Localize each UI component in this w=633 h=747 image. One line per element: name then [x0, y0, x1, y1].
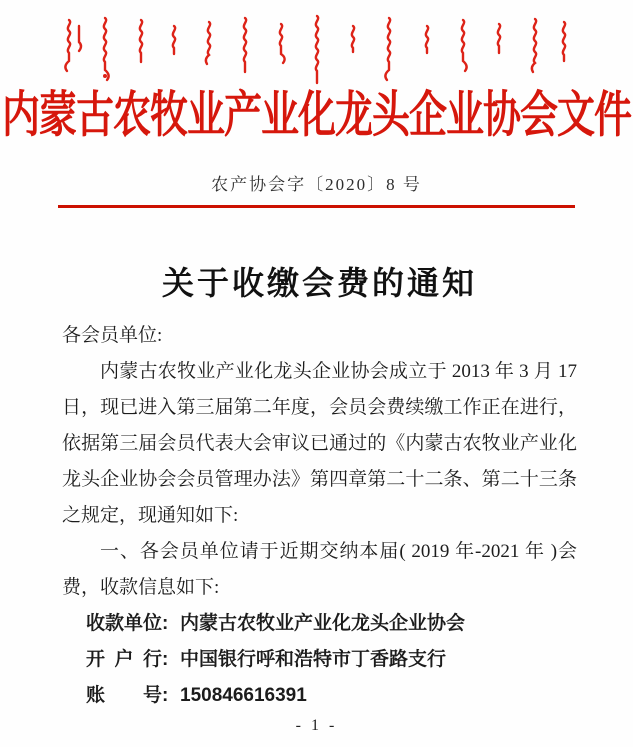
salutation: 各会员单位:	[62, 325, 163, 346]
payee-label: 收款单位:	[86, 613, 169, 634]
mongolian-vertical-script-icon	[59, 14, 574, 86]
document-number: 农产协会字〔2020〕8 号	[211, 175, 422, 194]
page-number: - 1 -	[295, 717, 338, 734]
account-value: 150846616391	[180, 685, 307, 706]
mongolian-script-banner	[59, 14, 574, 86]
notice-title: 关于收缴会费的通知	[161, 265, 477, 301]
paragraph-item-1: 一、各会员单位请于近期交纳本届( 2019 年-2021 年 )会费，收款信息如下:	[62, 541, 577, 598]
bank-line	[62, 642, 577, 678]
payee-line	[62, 606, 577, 642]
notice-text	[62, 318, 577, 714]
account-label: 账 号:	[86, 685, 169, 706]
letterhead	[0, 14, 633, 208]
account-line	[62, 678, 577, 714]
red-divider-line	[58, 205, 575, 208]
paragraph-intro: 内蒙古农牧业产业化龙头企业协会成立于 2013 年 3 月 17 日，现已进入第三届第二年度，会员会费续缴工作正在进行，依据第三届会员代表大会审议已通过的《内蒙古农牧业产业化龙头企业协会会员管理办法》第四章第二十二条、第二十三条之规定，现通知如下:	[62, 361, 577, 526]
document-body	[0, 258, 633, 714]
page-footer	[0, 717, 633, 735]
bank-value: 中国银行呼和浩特市丁香路支行	[180, 649, 447, 670]
payee-value: 内蒙古农牧业产业化龙头企业协会	[180, 613, 466, 634]
bank-label: 开 户 行:	[86, 649, 169, 670]
organization-title: 内蒙古农牧业产业化龙头企业协会文件	[1, 88, 631, 144]
